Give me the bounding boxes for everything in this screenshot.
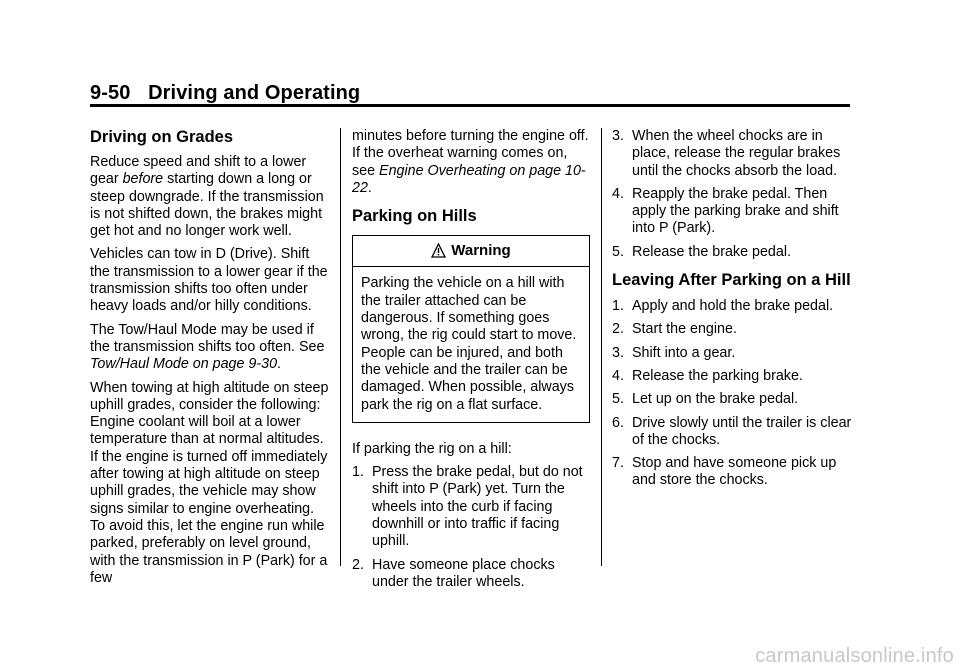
step-number: 5. [612,391,624,408]
step-text: Release the parking brake. [632,367,803,384]
step-text: Start the engine. [632,321,737,338]
column-divider [340,128,341,566]
section-title: Driving and Operating [148,82,361,104]
steps-list-continued [612,128,852,261]
step-number: 3. [612,128,624,144]
steps-list [352,464,590,591]
list-item [612,244,852,261]
emphasis-text: before [122,171,164,188]
step-number: 1. [352,464,364,481]
text: starting down a long or steep downgrade. If the transmission is not shifted down, the brakes might get hot and no longer work well. [90,171,324,240]
paragraph: Vehicles can tow in D (Drive). Shift the transmission to a lower gear if the transmission shifts too often under heavy loads and/or hilly conditions. [90,246,328,315]
step-number: 2. [352,556,364,573]
step-text: Shift into a gear. [632,344,736,361]
list-item [612,321,852,338]
text: Reduce speed and shift to a lower gear [90,154,307,188]
step-number: 4. [612,185,624,202]
step-text: Reapply the brake pedal. Then apply the parking brake and shift into P (Park). [632,185,839,237]
warning-text: Parking the vehicle on a hill with the trailer attached can be dangerous. If something goes wrong, the rig could start to move. People can be injured, and both the vehicle and the trailer can be damaged. When possible, always park the rig on a flat surface. [361,275,577,413]
paragraph: If parking the rig on a hill: [352,440,512,457]
step-text: Press the brake pedal, but do not shift into P (Park) yet. Turn the wheels into the curb if facing downhill or into traffic if facing uphill. [372,464,583,550]
text: The Tow/Haul Mode may be used if the transmission shifts too often. See [90,321,325,355]
steps-list [612,298,852,490]
column-divider [601,128,602,566]
column-right [612,128,852,496]
list-item [612,455,852,490]
column-left [90,128,330,593]
step-text: Apply and hold the brake pedal. [632,298,834,315]
step-text: Stop and have someone pick up and store the chocks. [632,455,837,489]
watermark: carmanualsonline.info [755,645,954,667]
step-number: 3. [612,344,624,361]
step-number: 1. [612,298,624,315]
text: . [367,179,372,196]
step-number: 7. [612,455,624,472]
paragraph [352,128,590,197]
warning-triangle-icon [431,243,446,258]
step-number: 5. [612,243,624,260]
paragraph [90,154,330,240]
page-header [90,82,360,105]
step-text: When the wheel chocks are in place, release the regular brakes until the chocks absorb the load. [632,128,841,179]
paragraph [90,322,330,374]
warning-box [352,235,590,423]
text: . [277,356,282,373]
header-rule [90,104,850,107]
list-item [612,345,852,362]
page-number: 9-50 [90,82,131,104]
step-number: 6. [612,414,624,431]
column-middle [352,128,590,597]
list-item [612,128,852,180]
step-text: Release the brake pedal. [632,243,791,260]
step-number: 2. [612,321,624,338]
list-item [352,557,590,592]
list-item [612,186,852,238]
text: minutes before turning the engine off. If the overheat warning comes on, see [352,128,589,179]
list-item [612,298,852,315]
warning-header [353,236,589,267]
list-item [352,464,590,550]
step-text: Drive slowly until the trailer is clear of the chocks. [632,414,852,448]
warning-title: Warning [451,242,511,260]
cross-reference-link[interactable]: Tow/Haul Mode on page 9-30 [90,356,278,373]
step-text: Let up on the brake pedal. [632,391,799,408]
heading-leaving-after-parking: Leaving After Parking on a Hill [612,271,851,290]
list-item [612,391,852,408]
step-text: Have someone place chocks under the trailer wheels. [372,556,555,590]
list-item [612,368,852,385]
list-item [612,415,852,450]
cross-reference-link[interactable]: Engine Overheating on page 10-22 [352,162,586,196]
step-number: 4. [612,367,624,384]
paragraph: When towing at high altitude on steep uphill grades, consider the following: Engine coolant will boil at a lower temperature than at normal altitudes. If the engine is turned off immediately after towing at high altitude on steep uphill grades, the vehicle may show signs similar to engine overheating. To avoid this, let the engine run while parked, preferably on level ground, with the transmission in P (Park) for a few [90,379,329,586]
heading-parking-on-hills: Parking on Hills [352,207,477,226]
heading-driving-on-grades: Driving on Grades [90,128,234,146]
